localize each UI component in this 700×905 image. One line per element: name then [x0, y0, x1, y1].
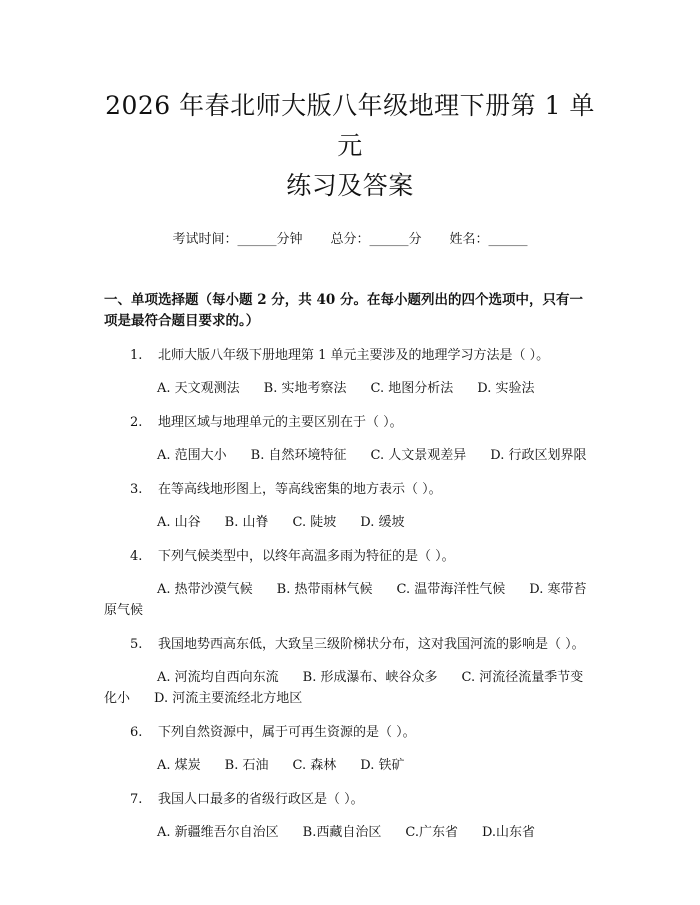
question-text: 地理区域与地理单元的主要区别在于（ ）。: [158, 415, 403, 430]
option-b: B. 形成瀑布、峡谷众多: [302, 670, 438, 685]
question-2: [104, 412, 596, 433]
title-line-1: 2026 年春北师大版八年级地理下册第 1 单元: [105, 91, 595, 160]
option-d: D.山东省: [481, 825, 536, 840]
options-3: [104, 512, 596, 533]
options-5: [104, 667, 596, 709]
option-c: C. 地图分析法: [370, 381, 454, 396]
options-6: [104, 755, 596, 776]
option-b: B. 热带雨林气候: [276, 582, 373, 597]
question-text: 下列自然资源中，属于可再生资源的是（ ）。: [158, 725, 416, 740]
options-2: [104, 445, 596, 466]
total-score: 总分：______分: [330, 232, 422, 247]
option-a: A. 热带沙漠气候: [157, 582, 253, 597]
option-c: C. 河流径流量季节变化小: [104, 670, 584, 706]
option-d: D. 铁矿: [360, 758, 405, 773]
question-number: 1.: [130, 348, 143, 363]
question-text: 在等高线地形图上，等高线密集的地方表示（ ）。: [158, 482, 442, 497]
option-b: B. 实地考察法: [263, 381, 347, 396]
option-c: C. 温带海洋性气候: [396, 582, 506, 597]
question-3: [104, 479, 596, 500]
question-number: 5.: [130, 637, 143, 652]
question-number: 6.: [130, 725, 143, 740]
option-d: D. 河流主要流经北方地区: [154, 691, 303, 706]
option-c: C. 陡坡: [292, 515, 337, 530]
option-b: B. 自然环境特征: [250, 448, 347, 463]
option-b: B.西藏自治区: [302, 825, 382, 840]
exam-info: [104, 231, 596, 249]
question-number: 2.: [130, 415, 143, 430]
option-c: C.广东省: [405, 825, 458, 840]
options-1: [104, 378, 596, 399]
option-a: A. 煤炭: [157, 758, 201, 773]
options-7: [104, 822, 596, 843]
document-title: [104, 0, 596, 206]
options-4: [104, 579, 596, 621]
option-c: C. 人文景观差异: [370, 448, 467, 463]
question-5: [104, 634, 596, 655]
option-a: A. 天文观测法: [157, 381, 240, 396]
question-1: [104, 345, 596, 366]
option-d: D. 实验法: [477, 381, 535, 396]
exam-time: 考试时间：______分钟: [172, 232, 303, 247]
section-heading: 一、单项选择题（每小题 2 分，共 40 分。在每小题列出的四个选项中，只有一项是最符合题目要求的。）: [104, 292, 583, 329]
option-a: A. 河流均自西向东流: [157, 670, 279, 685]
option-c: C. 森林: [292, 758, 337, 773]
option-d: D. 缓坡: [360, 515, 405, 530]
option-a: A. 新疆维吾尔自治区: [157, 825, 279, 840]
option-d: D. 行政区划界限: [490, 448, 587, 463]
option-a: A. 范围大小: [157, 448, 227, 463]
question-text: 下列气候类型中，以终年高温多雨为特征的是（ ）。: [158, 549, 455, 564]
question-number: 4.: [130, 549, 143, 564]
student-name: 姓名：______: [449, 232, 528, 247]
option-b: B. 石油: [224, 758, 269, 773]
question-text: 我国人口最多的省级行政区是（ ）。: [158, 792, 364, 807]
question-text: 北师大版八年级下册地理第 1 单元主要涉及的地理学习方法是（ ）。: [158, 348, 550, 363]
option-d: D. 寒带苔原气候: [104, 582, 587, 618]
title-line-2: 练习及答案: [286, 171, 414, 200]
option-a: A. 山谷: [157, 515, 201, 530]
option-b: B. 山脊: [224, 515, 269, 530]
question-number: 3.: [130, 482, 143, 497]
question-number: 7.: [130, 792, 143, 807]
question-4: [104, 546, 596, 567]
question-text: 我国地势西高东低，大致呈三级阶梯状分布，这对我国河流的影响是（ ）。: [158, 637, 585, 652]
question-7: [104, 789, 596, 810]
question-6: [104, 722, 596, 743]
